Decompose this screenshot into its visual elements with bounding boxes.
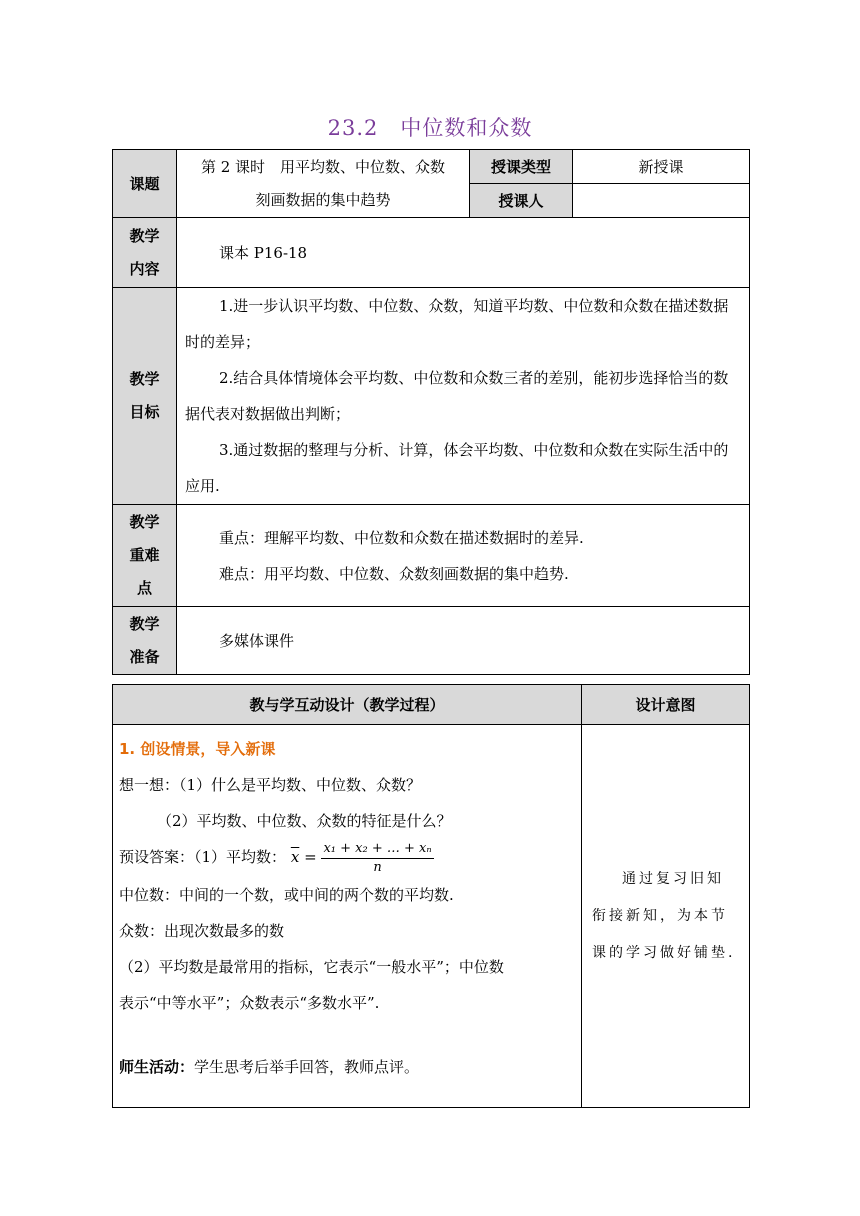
feature-line-2: 表示“中等水平”；众数表示“多数水平”. — [119, 993, 380, 1012]
think-question-2: （2）平均数、中位数、众数的特征是什么？ — [157, 812, 452, 830]
section-title: 1. 创设情景，导入新课 — [119, 740, 276, 758]
think-question-1: 想一想：（1）什么是平均数、中位数、众数？ — [119, 776, 422, 794]
prep-label-line2: 准备 — [129, 647, 160, 666]
activity-line — [119, 1049, 575, 1085]
median-definition: 中位数：中间的一个数，或中间的两个数的平均数. — [119, 885, 454, 904]
goals-cell — [177, 288, 750, 505]
intent-text: 通过复习旧知衔接新知，为本节课的学习做好铺垫. — [592, 870, 736, 961]
goal-item: 2.结合具体情境体会平均数、中位数和众数三者的差别，能初步选择恰当的数据代表对数据做出判断； — [185, 369, 729, 423]
goals-label-line2: 目标 — [129, 403, 160, 421]
goals-label — [113, 288, 177, 505]
activity-text: 学生思考后举手回答，教师点评。 — [194, 1057, 420, 1076]
content-label-line2: 内容 — [129, 259, 160, 278]
course-label — [113, 150, 177, 218]
process-cell — [113, 725, 582, 1108]
keypoints-label-line2: 重难 — [129, 546, 160, 564]
content-label-line1: 教学 — [129, 226, 160, 245]
goals-label-line1: 教学 — [129, 370, 160, 388]
lesson-title — [177, 150, 470, 218]
formula-numerator: x₁ + x₂ + … + xₙ — [321, 840, 433, 859]
keypoints-cell — [177, 505, 750, 607]
formula-mean-symbol: $\overline{x}$ — [290, 848, 300, 866]
feature-line-1: （2）平均数是最常用的指标，它表示“一般水平”；中位数 — [119, 957, 504, 976]
goal-item: 1.进一步认识平均数、中位数、众数，知道平均数、中位数和众数在描述数据时的差异； — [185, 297, 729, 351]
answer-prefix: 预设答案：（1）平均数： — [119, 848, 287, 866]
activity-label: 师生活动： — [119, 1057, 195, 1076]
prep-label — [113, 607, 177, 675]
lesson-title-line2: 刻画数据的集中趋势 — [255, 190, 391, 209]
type-value: 新授课 — [573, 150, 750, 184]
teacher-label: 授课人 — [470, 184, 573, 218]
difficult-point: 难点：用平均数、中位数、众数刻画数据的集中趋势. — [219, 564, 569, 583]
keypoints-label-line1: 教学 — [129, 513, 160, 531]
formula-equals: = — [304, 848, 317, 866]
key-point: 重点：理解平均数、中位数和众数在描述数据时的差异. — [219, 528, 584, 547]
prep-label-line1: 教学 — [129, 614, 160, 633]
mean-formula-fraction — [321, 840, 433, 877]
process-column-header: 教与学互动设计（教学过程） — [113, 685, 582, 725]
intent-column-header: 设计意图 — [582, 685, 750, 725]
content-value: 课本 P16-18 — [219, 244, 308, 262]
formula-denominator: n — [373, 859, 382, 875]
answer-line — [119, 839, 575, 877]
keypoints-label-line3: 点 — [136, 579, 152, 597]
type-label: 授课类型 — [470, 150, 573, 184]
goal-item: 3.通过数据的整理与分析、计算，体会平均数、中位数和众数在实际生活中的应用. — [185, 441, 729, 495]
course-label-text: 课题 — [129, 175, 160, 193]
lesson-info-table — [112, 149, 750, 675]
teacher-value — [573, 184, 750, 218]
process-table — [112, 684, 750, 1108]
content-label — [113, 218, 177, 288]
mode-definition: 众数：出现次数最多的数 — [119, 921, 285, 940]
prep-value: 多媒体课件 — [219, 632, 295, 650]
keypoints-label — [113, 505, 177, 607]
intent-cell — [582, 725, 750, 1108]
lesson-title-line1: 第 2 课时 用平均数、中位数、众数 — [200, 157, 446, 176]
content-value-cell — [177, 218, 750, 288]
prep-cell — [177, 607, 750, 675]
page-title: 23.2 中位数和众数 — [327, 116, 533, 140]
